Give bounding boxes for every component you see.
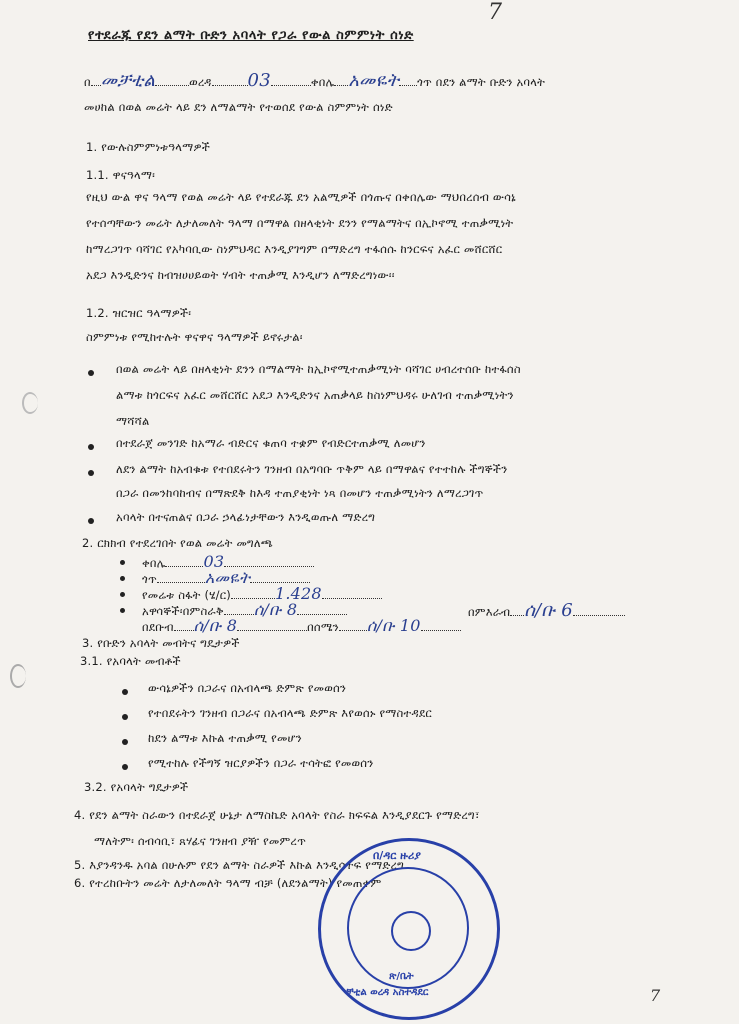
bullet-dot [122,689,128,695]
section-1-1-para-line: የዚህ ውል ዋና ዓላማ የወል መሬት ላይ የተደራጁ ደን አልሚዎች በጎጡና በቀበሌው ማህበረሰብ ውሳኔ [86,190,516,204]
woreda-handwritten: መቻቲል [100,70,156,91]
land-kebele-value: 03 [203,552,225,571]
bullet-dot [88,370,94,376]
section-2-heading: 2. ርክክብ የተደረገበት የወል መሬት መግለጫ [82,536,273,550]
bullet-dot [88,470,94,476]
section-1-1-heading: 1.1. ዋናዓላማ፡ [86,168,156,182]
objective-bullet-line: ለደን ልማት ከአብቁቱ የተበደሩትን ገንዘብ በአግባቡ ጥቅም ላይ በማዋልና የተተከሉ ችግኞችን [116,462,508,476]
west-value: ሰ/ቡ 6 [524,600,573,621]
bullet-dot [120,608,125,613]
land-got-label: ጎጥ [142,572,157,586]
section-4-line-2: ማለትም፡ ሰብሳቢ፣ ጸሃፊና ገንዘብ ያዥ የመምረጥ [94,834,307,848]
land-area-label: የመሬቱ ስፋት (ሄ/ር) [142,588,231,602]
stamp-top-text: በ/ዳር ዙሪያ [373,849,421,862]
page-number-top: 7 [488,0,502,25]
bullet-dot [88,444,94,450]
east-label: አዋሳኞች፡በምስራቅ [142,604,224,618]
bullet-dot [88,518,94,524]
header-line-1 [84,70,545,91]
section-1-1-para-line: አደጋ እንዲድንና ከብዝሀሀይወት ሃብት ተጠቃሚ እንዲሆን ለማድረግነው፡፡ [86,268,395,282]
north-label: በሰሜን [307,620,339,634]
section-6: 6. የተረከቡትን መሬት ለታለመለት ዓላማ ብቻ (ለደንልማት) የመጠቀም [74,876,382,890]
right-item: የተበደሩትን ገንዘብ በጋራና በአብላጫ ድምጽ እየወሰኑ የማስተዳደር [148,706,432,720]
section-1-1-para-line: የተሰጣቸውን መሬት ለታለመለት ዓላማ በማዋል በዘላቂነት ደንን የማልማትና በኢኮኖሚ ተጠቃሚነት [86,216,514,230]
section-3-1-heading: 3.1. የአባላት መብቶች [80,654,181,668]
header-rest-line1: ጎጥ በደን ልማት ቡድን አባላት [417,75,546,89]
got-handwritten: አመዬት [348,70,400,91]
land-boundaries-row-2 [142,616,461,636]
bullet-dot [120,576,125,581]
section-3-heading: 3. የቡድን አባላት መብትና ግዴታዎች [82,636,240,650]
stamp-bottom-text: ጽ/ቤት [389,971,414,982]
west-label: በምእራብ [468,605,511,619]
objective-bullet-line: በወል መሬት ላይ በዘላቂነት ደንን በማልማት ከኢኮኖሚተጠቃሚነት ባሻገር ሀብረተሰቡ ከተፋሰስ [116,362,521,376]
stamp-emblem [391,911,431,951]
section-1-heading: 1. የውሉስምምነቱዓላማዎች [86,140,211,154]
section-5: 5. እያንዳንዱ አባል በሁሉም የደን ልማት ስራዎች እኩል እንዲሳተፍ የማድረግ [74,858,404,872]
bullet-dot [120,560,125,565]
right-item: ውሳኔዎችን በጋራና በአብላጫ ድምጽ የመወሰን [148,681,347,695]
document-title: የተደራጁ የደን ልማት ቡድን አባላት የጋራ የውል ስምምነት ሰነድ [88,28,414,43]
page-number-bottom: 7 [650,986,661,1005]
land-area-value: 1.428 [274,584,322,603]
woreda-label: ወረዳ [189,75,212,89]
bullet-dot [122,739,128,745]
objective-bullet-line: ማሻሻል [116,414,150,428]
section-4-line-1: 4. የደን ልማት ስራውን በተደራጀ ሁኔታ ለማስኬድ አባላት የስራ ክፍፍል እንዲያደርጉ የማድረግ፣ [74,808,480,822]
land-got-value: አመዬት [204,568,251,587]
kebele-label: ቀበሌ [310,75,335,89]
section-1-2-intro: ስምምነቱ የሚከተሉት ዋናዋና ዓላማዎች ይኖሩታል፡ [86,330,303,344]
official-stamp [318,838,500,1020]
north-value: ሰ/ቡ 10 [366,616,421,635]
section-3-2-heading: 3.2. የአባላት ግዴታዎች [84,780,189,794]
land-boundaries-row-1b [468,600,625,621]
objective-bullet-line: ልማቱ ከጎርፍና አፈር መሸርሸር አደጋ እንዲድንና አጠቃላይ ከስነምህዳሩ ሁለገብ ተጠቃሚነትን [116,388,514,402]
objective-bullet-line: አባላት በተናጠልና በጋራ ኃላፊነታቸውን እንዲወጡለ ማድረግ [116,510,376,524]
header-prefix: በ [84,75,91,89]
bullet-dot [120,592,125,597]
south-value: ሰ/ቡ 8 [193,616,238,635]
right-item: የሚተከሉ የችግኝ ዝርያዎችን በጋራ ተሳትፎ የመወሰን [148,756,374,770]
bullet-dot [122,764,128,770]
punch-hole-mark [10,664,26,688]
land-kebele-label: ቀበሌ [142,556,166,570]
objective-bullet-line: በተደራጀ መንገድ ከአማራ ብድርና ቁጠባ ተቋም የብድርተጠቃሚ ለመሆን [116,436,426,450]
section-1-2-heading: 1.2. ዝርዝር ዓላማዎች፡ [86,306,192,320]
section-1-1-para-line: ከማረጋገጥ ባሻገር የአካባቢው ስነምህዳር እንዲያገግም በማድረግ ተፋሰሱ ከንርፍና አፈር መሸርሸር [86,242,503,256]
objective-bullet-line: በጋራ በመንከባከብና በማጽደቅ ከእዳ ተጠያቂነት ነጻ በመሆን ተጠቃሚነትን ለማረጋገጥ [116,486,484,500]
south-label: በደቡብ [142,620,174,634]
punch-hole-mark [22,392,38,414]
bullet-dot [122,714,128,720]
east-value: ሰ/ቡ 8 [253,600,298,619]
stamp-ring-text: መቻቲል ወረዳ አስተዳደር [337,987,429,998]
kebele-handwritten: 03 [247,70,271,91]
header-line-2: መሀከል በወል መሬት ላይ ደን ለማልማት የተወሰደ የውል ስምምነት ሰነድ [84,100,393,114]
right-item: ከደን ልማቱ እኩል ተጠቃሚ የመሆን [148,731,302,745]
